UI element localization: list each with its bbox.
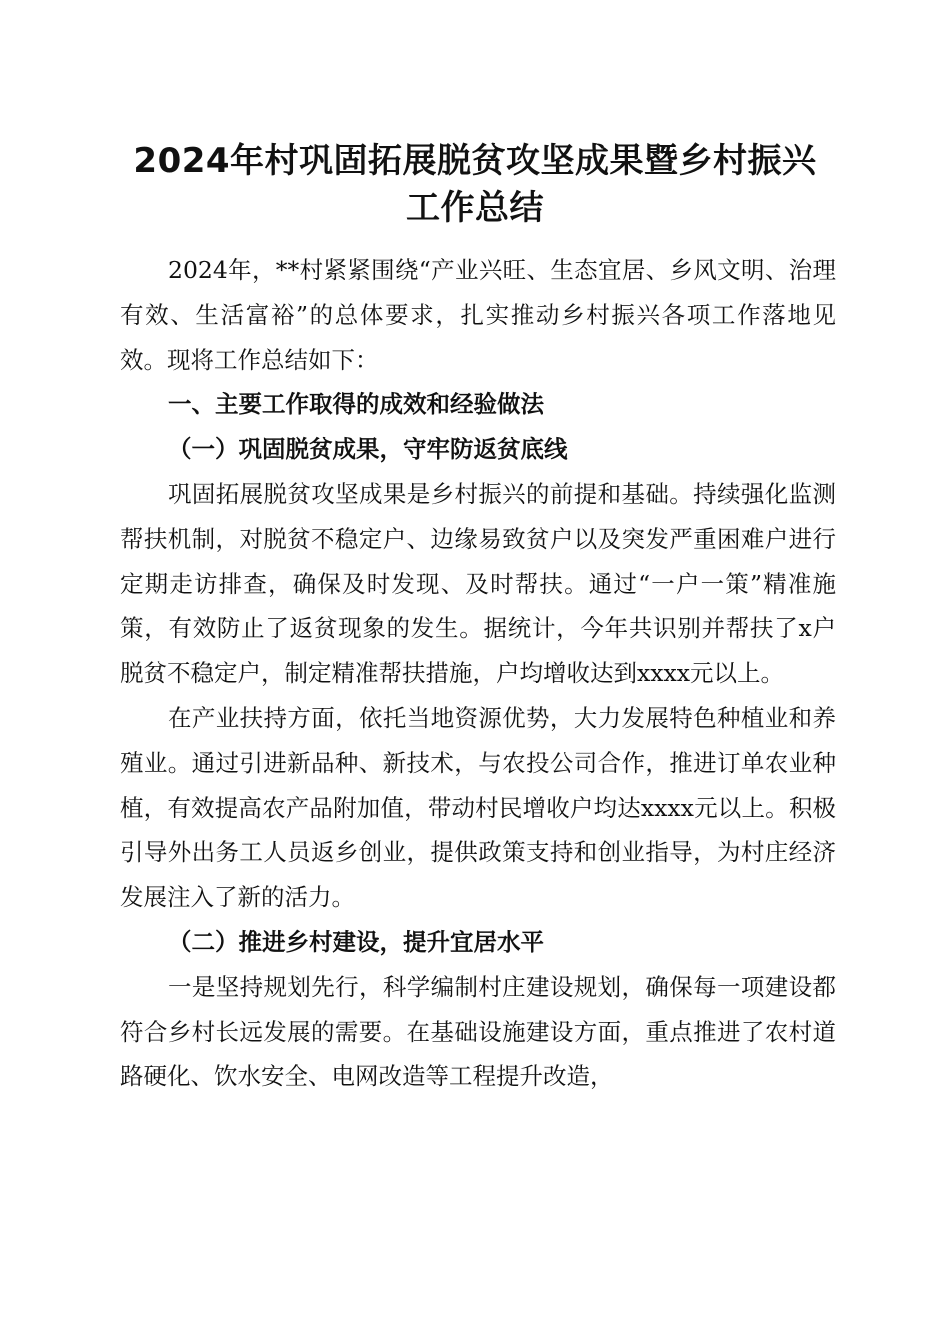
section-heading-1: 一、主要工作取得的成效和经验做法 <box>168 390 544 419</box>
subsection-1-paragraph-1: 巩固拓展脱贫攻坚成果是乡村振兴的前提和基础。持续强化监测帮扶机制，对脱贫不稳定户、边缘易致贫户以及突发严重困难户进行定期走访排查，确保及时发现、及时帮扶。通过“一户一策”精准施策，有效防止了返贫现象的发生。据统计，今年共识别并帮扶了x户脱贫不稳定户，制定精准帮扶措施，户均增收达到xxxx元以上。 <box>120 479 836 688</box>
document-title-line-2: 工作总结 <box>406 188 544 228</box>
document-title-line-1: 2024年村巩固拓展脱贫攻坚成果暨乡村振兴 <box>133 141 817 181</box>
intro-paragraph: 2024年，**村紧紧围绕“产业兴旺、生态宜居、乡风文明、治理有效、生活富裕”的总体要求，扎实推动乡村振兴各项工作落地见效。现将工作总结如下： <box>120 256 836 374</box>
subsection-heading-1: （一）巩固脱贫成果，守牢防返贫底线 <box>168 435 568 464</box>
subsection-heading-2: （二）推进乡村建设，提升宜居水平 <box>168 927 544 956</box>
subsection-1-paragraph-2: 在产业扶持方面，依托当地资源优势，大力发展特色种植业和养殖业。通过引进新品种、新技术，与农投公司合作，推进订单农业种植，有效提高农产品附加值，带动村民增收户均达xxxx元以上。积极引导外出务工人员返乡创业，提供政策支持和创业指导，为村庄经济发展注入了新的活力。 <box>120 703 836 912</box>
document-body <box>120 248 836 1099</box>
subsection-2-paragraph-1: 一是坚持规划先行，科学编制村庄建设规划，确保每一项建设都符合乡村长远发展的需要。在基础设施建设方面，重点推进了农村道路硬化、饮水安全、电网改造等工程提升改造， <box>120 972 836 1091</box>
